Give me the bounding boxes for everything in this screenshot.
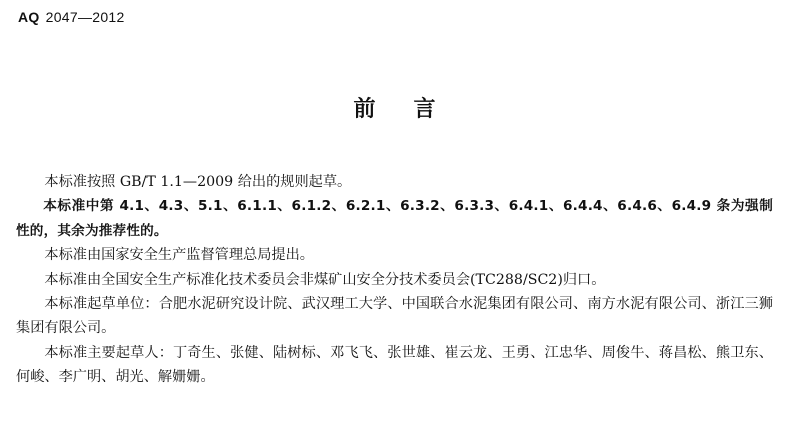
standard-code-prefix: AQ — [18, 9, 40, 25]
paragraph-drafting-units: 本标准起草单位：合肥水泥研究设计院、武汉理工大学、中国联合水泥集团有限公司、南方水泥有限公司、浙江三狮集团有限公司。 — [16, 296, 773, 337]
paragraph-main-drafters: 本标准主要起草人：丁奇生、张健、陆树标、邓飞飞、张世雄、崔云龙、王勇、江忠华、周俊牛、蒋昌松、熊卫东、何峻、李广明、胡光、解姗姗。 — [16, 344, 773, 386]
paragraph-under-jurisdiction: 本标准由全国安全生产标准化技术委员会非煤矿山安全分技术委员会(TC288/SC2)归口。 — [44, 271, 606, 288]
page-title: 前言 — [353, 97, 474, 122]
paragraph-drafting-rules: 本标准按照 GB/T 1.1—2009 给出的规则起草。 — [44, 174, 352, 190]
standard-code-number: 2047—2012 — [45, 9, 125, 25]
standard-code-header — [18, 9, 125, 25]
paragraph-mandatory-clauses: 本标准中第 4.1、4.3、5.1、6.1.1、6.1.2、6.2.1、6.3.2、6.3.3、6.4.1、6.4.4、6.4.6、6.4.9 条为强制性的，其余为推荐性的。 — [16, 198, 773, 239]
paragraph-proposed-by: 本标准由国家安全生产监督管理总局提出。 — [44, 247, 314, 264]
document-body — [16, 170, 773, 390]
